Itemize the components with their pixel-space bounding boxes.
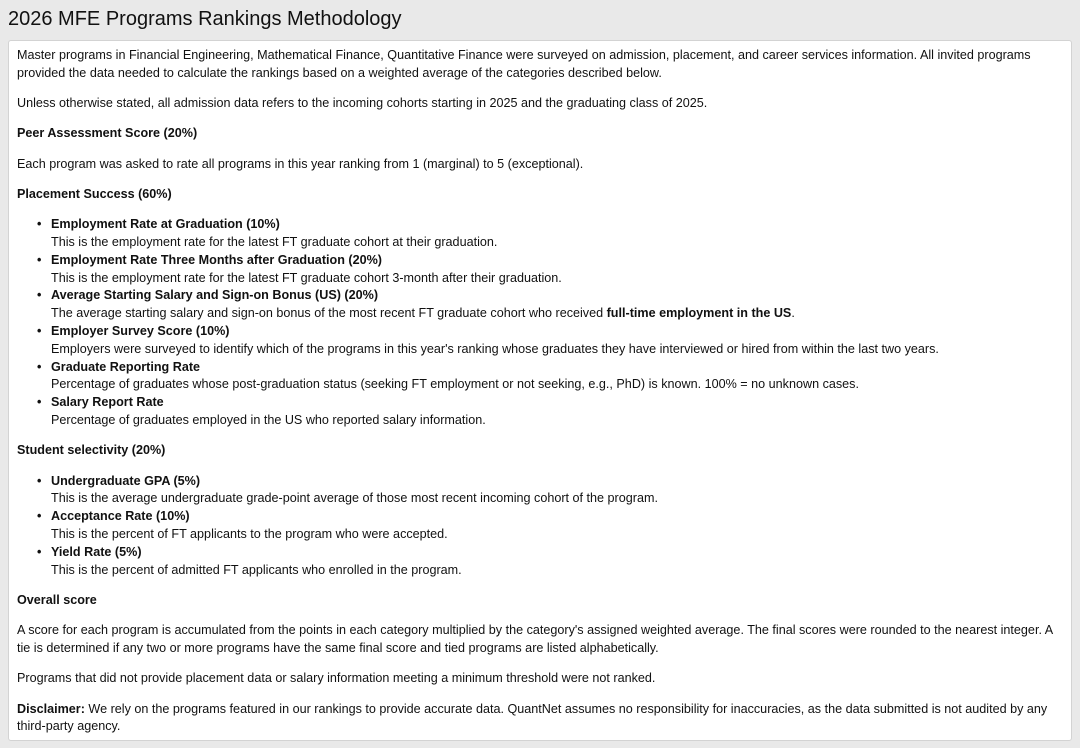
metric-name: Employment Rate Three Months after Graduation (20%): [51, 252, 382, 267]
peer-assessment-heading: Peer Assessment Score (20%): [17, 126, 198, 141]
metric-name: Employment Rate at Graduation (10%): [51, 217, 280, 232]
metric-name: Average Starting Salary and Sign-on Bonus (US) (20%): [51, 288, 379, 303]
list-item: [37, 287, 1063, 323]
list-item: [37, 473, 1063, 509]
bullet: •: [37, 544, 42, 559]
metric-description: This is the average undergraduate grade-point average of those most recent incoming cohort of the program.: [51, 491, 658, 506]
intro-paragraph: Master programs in Financial Engineering, Mathematical Finance, Quantitative Finance were surveyed on admission, placement, and career services information. All invited programs provided the data needed to calculate the rankings based on a weighted average of the categories described below.: [17, 48, 1031, 80]
admission-data-note: Unless otherwise stated, all admission data refers to the incoming cohorts starting in 2025 and the graduating class of 2025.: [17, 96, 708, 111]
bullet: •: [37, 509, 42, 524]
list-item: [37, 216, 1063, 252]
methodology-panel: [8, 40, 1072, 741]
list-item: [37, 394, 1063, 430]
metric-name: Acceptance Rate (10%): [51, 509, 190, 524]
bullet: •: [37, 324, 42, 339]
disclaimer: [17, 701, 1063, 737]
bullet: •: [37, 252, 42, 267]
metric-name: Yield Rate (5%): [51, 544, 142, 559]
metric-name: Undergraduate GPA (5%): [51, 473, 201, 488]
metric-description: Percentage of graduates whose post-graduation status (seeking FT employment or not seeking, e.g., PhD) is known. 100% = no unknown cases.: [51, 377, 859, 392]
disclaimer-label: Disclaimer:: [17, 701, 85, 716]
metric-description-end: .: [791, 306, 795, 321]
disclaimer-text: We rely on the programs featured in our rankings to provide accurate data. QuantNet assumes no responsibility for inaccuracies, as the data submitted is not audited by any third-party agency.: [17, 701, 1048, 734]
bullet: •: [37, 395, 42, 410]
selectivity-metrics-list: [17, 473, 1063, 580]
metric-description-text: The average starting salary and sign-on bonus of the most recent FT graduate cohort who received: [51, 306, 607, 321]
list-item: [37, 359, 1063, 395]
overall-score-heading: Overall score: [17, 592, 97, 607]
metric-name: Graduate Reporting Rate: [51, 359, 201, 374]
list-item: [37, 508, 1063, 544]
metric-description: Percentage of graduates employed in the US who reported salary information.: [51, 413, 486, 428]
bullet: •: [37, 359, 42, 374]
metric-description: This is the percent of FT applicants to the program who were accepted.: [51, 527, 448, 542]
metric-description: This is the percent of admitted FT applicants who enrolled in the program.: [51, 562, 462, 577]
placement-metrics-list: [17, 216, 1063, 430]
metric-description-emphasis: full-time employment in the US: [606, 306, 792, 321]
overall-score-text: A score for each program is accumulated from the points in each category multiplied by the category's assigned weighted average. The final scores were rounded to the nearest integer. A tie is determined if any two or more programs have the same final score and tied programs are listed alphabetically.: [17, 623, 1053, 656]
unranked-note: Programs that did not provide placement data or salary information meeting a minimum threshold were not ranked.: [17, 671, 656, 686]
metric-description: This is the employment rate for the latest FT graduate cohort at their graduation.: [51, 235, 498, 250]
list-item: [37, 544, 1063, 580]
student-selectivity-heading: Student selectivity (20%): [17, 443, 166, 458]
bullet: •: [37, 288, 42, 303]
metric-name: Salary Report Rate: [51, 395, 164, 410]
metric-description: [51, 305, 1063, 323]
list-item: [37, 323, 1063, 359]
metric-description: Employers were surveyed to identify which of the programs in this year's ranking whose graduates they have interviewed or hired from within the last two years.: [51, 341, 939, 356]
bullet: •: [37, 473, 42, 488]
metric-name: Employer Survey Score (10%): [51, 324, 230, 339]
peer-assessment-text: Each program was asked to rate all programs in this year ranking from 1 (marginal) to 5 (exceptional).: [17, 156, 584, 171]
bullet: •: [37, 217, 42, 232]
page-title: 2026 MFE Programs Rankings Methodology: [8, 8, 402, 30]
list-item: [37, 252, 1063, 288]
metric-description: This is the employment rate for the latest FT graduate cohort 3-month after their graduation.: [51, 270, 562, 285]
placement-success-heading: Placement Success (60%): [17, 186, 172, 201]
